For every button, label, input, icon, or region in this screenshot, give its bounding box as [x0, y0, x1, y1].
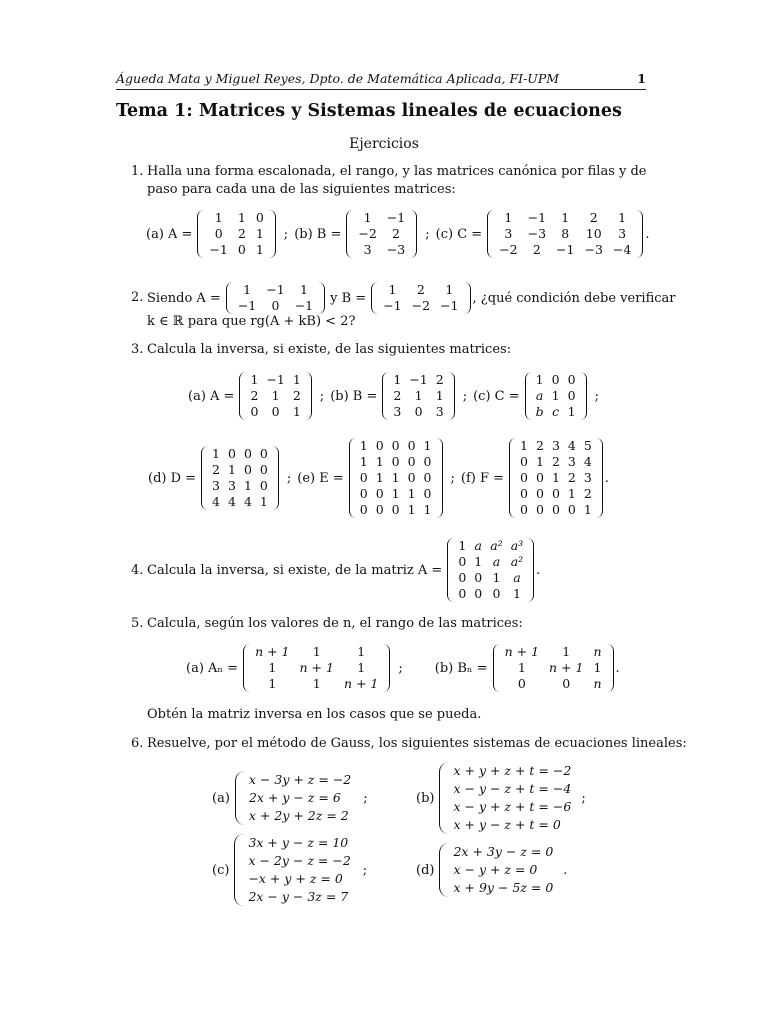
- matrix-cell: 1: [250, 372, 259, 387]
- system-6d-eqs-brace: [439, 843, 449, 897]
- matrix-cell: −1: [440, 298, 459, 313]
- exercise-6-text: Resuelve, por el método de Gauss, los siguientes sistemas de ecuaciones lineales:: [147, 736, 687, 751]
- matrix-cell: 1: [357, 660, 366, 675]
- ex3-b-label: (b) B =: [330, 388, 378, 404]
- matrix-cell: a²: [510, 554, 524, 569]
- matrix-cell: 0: [520, 486, 528, 501]
- matrix-cell: 0: [423, 486, 432, 501]
- matrix-3d: [201, 446, 279, 510]
- equation: x + 2y + 2z = 2: [248, 808, 349, 823]
- matrix-cell: 1: [375, 454, 384, 469]
- ex1-b-label: (b) B =: [294, 226, 342, 242]
- equation: x − y − z + t = −4: [453, 781, 572, 796]
- ex2-mid: y B =: [330, 290, 367, 306]
- system-6b: (b) x + y + z + t = −2 x − y − z + t = −4 x − y + z + t = −6 x + y − z + t = 0 ;: [416, 763, 586, 832]
- matrix-cell: 1: [561, 210, 570, 225]
- matrix-cell: 3: [504, 226, 513, 241]
- matrix-cell: 1: [299, 282, 308, 297]
- matrix-cell: 2: [583, 486, 592, 501]
- matrix-cell: 1: [583, 502, 592, 517]
- matrix-2a-right-paren: [318, 282, 325, 314]
- equation: x − 2y − z = −2: [248, 853, 351, 868]
- matrix-cell: −1: [386, 210, 406, 225]
- matrix-cell: 0: [520, 454, 528, 469]
- matrix-3b-left-paren: [382, 372, 389, 420]
- page-number: 1: [637, 71, 646, 86]
- matrix-cell: 0: [458, 570, 467, 585]
- matrix-cell: 2: [567, 470, 576, 485]
- matrix-cell: 4: [212, 494, 220, 509]
- matrix-cell: 1: [567, 404, 576, 419]
- matrix-cell: 3: [228, 478, 236, 493]
- matrix-cell: 1: [535, 372, 544, 387]
- matrix-cell: 0: [359, 470, 368, 485]
- matrix-cell: 0: [458, 554, 467, 569]
- matrix-cell: −1: [556, 242, 575, 257]
- matrix-cell: 0: [474, 570, 483, 585]
- matrix-cell: a²: [490, 538, 503, 553]
- ex3-a-label: (a) A =: [188, 388, 235, 404]
- matrix-cell: −3: [527, 226, 547, 241]
- matrix-cell: 0: [520, 502, 528, 517]
- matrix-1a-left-paren: [197, 210, 204, 258]
- matrix-cell: 0: [414, 404, 423, 419]
- matrix-cell: c: [552, 404, 560, 419]
- matrix-5a: [243, 644, 390, 692]
- matrix-cell: 1: [435, 388, 444, 403]
- matrix-cell: 0: [391, 502, 400, 517]
- system-6c-eqs: [234, 834, 350, 906]
- matrix-cell: 1: [423, 502, 432, 517]
- header-rule: [116, 89, 646, 90]
- matrix-cell: −1: [237, 298, 257, 313]
- matrix-cell: 0: [551, 502, 560, 517]
- matrix-cell: 0: [359, 486, 368, 501]
- matrix-cell: 3: [212, 478, 220, 493]
- matrix-cell: 0: [567, 502, 576, 517]
- ex1-a-label: (a) A =: [146, 226, 193, 242]
- matrix-cell: 1: [259, 494, 268, 509]
- matrix-cell: 1: [551, 470, 560, 485]
- ex3-e-label: (e) E =: [297, 470, 344, 486]
- matrix-cell: 0: [517, 676, 526, 691]
- system-6a-eqs-brace: [235, 771, 245, 825]
- matrix-5b-right-paren: [607, 644, 614, 692]
- matrix-cell: 4: [567, 438, 576, 453]
- matrix-cell: 0: [423, 454, 432, 469]
- matrix-cell: 1: [407, 486, 416, 501]
- matrix-cell: 3: [393, 404, 402, 419]
- matrix-3a-left-paren: [239, 372, 246, 420]
- matrix-1a-right-paren: [269, 210, 276, 258]
- matrix-cell: −2: [411, 298, 431, 313]
- matrix-cell: −1: [266, 372, 285, 387]
- matrix-cell: 1: [212, 446, 220, 461]
- matrix-cell: 3: [567, 454, 576, 469]
- matrix-1b: [346, 210, 417, 258]
- matrix-cell: 1: [593, 660, 602, 675]
- equation: x + y + z + t = −2: [453, 763, 572, 778]
- ex2-prefix: Siendo A =: [147, 290, 221, 306]
- system-6c: (c) 3x + y − z = 10 x − 2y − z = −2 −x + y + z = 0 2x − y − 3z = 7 ;: [212, 835, 368, 904]
- matrix-cell: 0: [359, 502, 368, 517]
- matrix-cell: −3: [386, 242, 406, 257]
- matrix-cell: 0: [567, 388, 576, 403]
- ex6-a-label: (a): [212, 790, 230, 806]
- system-6d-eqs: [439, 843, 553, 897]
- matrix-cell: 0: [271, 404, 280, 419]
- matrix-cell: 0: [535, 470, 544, 485]
- matrix-cell: 1: [363, 210, 372, 225]
- system-6a: (a) x − 3y + z = −2 2x + y − z = 6 x + 2y + 2z = 2 ;: [212, 772, 368, 823]
- ex3-c-label: (c) C =: [473, 388, 520, 404]
- matrix-cell: 0: [375, 486, 384, 501]
- matrix-cell: −1: [266, 282, 285, 297]
- matrix-cell: −2: [358, 226, 377, 241]
- matrix-3e: [349, 438, 443, 518]
- matrix-cell: 2: [551, 454, 560, 469]
- equation: x − y + z + t = −6: [453, 799, 572, 814]
- matrix-cell: 0: [255, 210, 264, 225]
- matrix-2b-right-paren: [464, 282, 471, 314]
- matrix-cell: 3: [583, 470, 592, 485]
- matrix-cell: −1: [209, 242, 228, 257]
- equation: 2x + 3y − z = 0: [453, 844, 554, 859]
- matrix-3b: [382, 372, 454, 420]
- matrix-cell: −2: [499, 242, 518, 257]
- matrix-cell: 2: [250, 388, 259, 403]
- matrix-cell: 1: [517, 660, 526, 675]
- matrix-cell: 1: [359, 454, 368, 469]
- matrix-cell: 1: [393, 372, 402, 387]
- matrix-cell: 3: [363, 242, 372, 257]
- matrix-cell: 1: [458, 538, 467, 553]
- exercise-4-line: Calcula la inversa, si existe, de la matriz A = 1 a a² a³ 0 1 a a² 0 0 1 a 0 0 0 1 .: [147, 538, 541, 601]
- matrix-3f-left-paren: [509, 438, 516, 518]
- exercise-1-number: 1.: [131, 164, 144, 179]
- matrix-cell: 0: [458, 586, 467, 601]
- matrix-cell: n + 1: [299, 660, 334, 675]
- matrix-cell: 0: [250, 404, 259, 419]
- matrix-cell: 1: [357, 644, 366, 659]
- system-6c-eqs-brace: [234, 834, 244, 906]
- section-subtitle: Ejercicios: [349, 136, 419, 152]
- exercise-3-row1: (a) A = 1 −1 1 2 1 2 0 0 1 ; (b) B = 1 −1 2 2 1 1 3 0 3 ; (c) C = 1 0 0 a 1 0 b c 1 ;: [188, 372, 599, 419]
- matrix-cell: 0: [551, 372, 560, 387]
- equation: x + y − z + t = 0: [453, 817, 561, 832]
- matrix-3c: [525, 372, 587, 420]
- matrix-cell: 0: [520, 470, 528, 485]
- matrix-1c-left-paren: [487, 210, 494, 258]
- matrix-cell: 0: [259, 446, 268, 461]
- matrix-cell: 1: [312, 676, 321, 691]
- equation: 2x + y − z = 6: [248, 790, 341, 805]
- system-6b-eqs-brace: [439, 762, 449, 834]
- matrix-3e-right-paren: [436, 438, 443, 518]
- matrix-cell: 1: [391, 486, 400, 501]
- ex6-d-label: (d): [416, 862, 435, 878]
- matrix-cell: 0: [535, 502, 544, 517]
- matrix-cell: 1: [243, 478, 252, 493]
- matrix-cell: 0: [375, 502, 384, 517]
- matrix-cell: −4: [612, 242, 632, 257]
- matrix-cell: 1: [388, 282, 397, 297]
- matrix-cell: 1: [391, 470, 400, 485]
- page-title: Tema 1: Matrices y Sistemas lineales de ecuaciones: [116, 101, 622, 121]
- matrix-cell: n: [593, 644, 602, 659]
- matrix-cell: 2: [435, 372, 444, 387]
- matrix-cell: 1: [445, 282, 454, 297]
- matrix-cell: −1: [527, 210, 547, 225]
- matrix-cell: 1: [474, 554, 483, 569]
- exercise-5-text: Calcula, según los valores de n, el rango de las matrices:: [147, 616, 523, 631]
- matrix-cell: 1: [618, 210, 627, 225]
- matrix-cell: 2: [237, 226, 246, 241]
- matrix-cell: 2: [212, 462, 220, 477]
- ex5-b-label: (b) Bₙ =: [434, 660, 488, 676]
- matrix-cell: 1: [268, 660, 277, 675]
- matrix-cell: 2: [392, 226, 400, 241]
- matrix-cell: −1: [294, 298, 314, 313]
- matrix-cell: n + 1: [343, 676, 379, 691]
- matrix-cell: 0: [243, 462, 252, 477]
- exercise-2-line: [147, 280, 676, 316]
- matrix-3b-right-paren: [448, 372, 455, 420]
- matrix-cell: 3: [551, 438, 560, 453]
- matrix-cell: 0: [407, 470, 416, 485]
- matrix-cell: 0: [567, 372, 576, 387]
- matrix-cell: n + 1: [504, 644, 540, 659]
- matrix-1a: [197, 210, 275, 258]
- matrix-cell: 0: [535, 486, 544, 501]
- matrix-cell: 2: [589, 210, 598, 225]
- matrix-cell: 1: [237, 210, 246, 225]
- matrix-cell: 8: [561, 226, 570, 241]
- matrix-cell: 1: [492, 570, 501, 585]
- matrix-cell: 1: [255, 242, 264, 257]
- matrix-5a-right-paren: [383, 644, 390, 692]
- matrix-cell: −1: [383, 298, 402, 313]
- exercise-1-text: Halla una forma escalonada, el rango, y las matrices canónica por filas y de paso para cada una de las siguientes matrices:: [147, 164, 647, 197]
- exercise-5-matrices: (a) Aₙ = n + 1 1 1 1 n + 1 1 1 1 n + 1 ; (b) Bₙ = n + 1 1 n 1 n + 1 1 0 0 n .: [186, 644, 620, 691]
- matrix-cell: 0: [375, 438, 384, 453]
- exercise-3-text: Calcula la inversa, si existe, de las siguientes matrices:: [147, 342, 512, 357]
- matrix-cell: 0: [492, 586, 501, 601]
- matrix-3a-right-paren: [305, 372, 312, 420]
- equation: 3x + y − z = 10: [248, 835, 349, 850]
- exercise-3-number: 3.: [131, 342, 144, 357]
- matrix-2b: [371, 282, 470, 314]
- ex4-text: Calcula la inversa, si existe, de la matriz A =: [147, 562, 443, 578]
- matrix-1c-right-paren: [636, 210, 643, 258]
- matrix-cell: 1: [292, 404, 301, 419]
- matrix-2a-left-paren: [226, 282, 233, 314]
- matrix-cell: 1: [312, 644, 321, 659]
- ex6-c-label: (c): [212, 862, 230, 878]
- matrix-cell: 2: [535, 438, 544, 453]
- matrix-3a: [239, 372, 311, 420]
- matrix-5b-left-paren: [493, 644, 500, 692]
- matrix-3e-left-paren: [349, 438, 356, 518]
- exercise-2-number: 2.: [131, 290, 144, 305]
- exercise-1-matrices: (a) A = 1 1 0 0 2 1 −1 0 1 ; (b) B = 1 −1 −2 2 3 −3 ; (c) C = 1 −1 1 2 1 3 −3 8 10 3 −2 2 −1 −3 −4 .: [146, 210, 650, 257]
- matrix-cell: 0: [562, 676, 571, 691]
- matrix-cell: 0: [551, 486, 560, 501]
- running-head: [116, 71, 646, 86]
- ex2-suffix: , ¿qué condición debe verificar: [472, 290, 676, 306]
- matrix-cell: 1: [268, 676, 277, 691]
- matrix-3d-right-paren: [272, 446, 279, 510]
- matrix-cell: 10: [585, 226, 602, 241]
- ex3-f-label: (f) F =: [460, 470, 505, 486]
- matrix-cell: 1: [228, 462, 236, 477]
- matrix-cell: 0: [237, 242, 246, 257]
- matrix-5b: [493, 644, 614, 692]
- matrix-cell: 1: [414, 388, 423, 403]
- matrix-cell: 1: [562, 644, 571, 659]
- matrix-cell: 0: [474, 586, 483, 601]
- matrix-cell: 0: [243, 446, 252, 461]
- matrix-cell: 0: [214, 226, 223, 241]
- exercise-5-number: 5.: [131, 616, 144, 631]
- matrix-cell: 0: [423, 470, 432, 485]
- running-head-text: Águeda Mata y Miguel Reyes, Dpto. de Matemática Aplicada, FI-UPM: [116, 71, 560, 86]
- matrix-cell: n + 1: [255, 644, 290, 659]
- equation: x + 9y − 5z = 0: [453, 880, 554, 895]
- matrix-cell: 1: [214, 210, 223, 225]
- ex1-c-label: (c) C =: [435, 226, 483, 242]
- matrix-2b-left-paren: [371, 282, 378, 314]
- matrix-cell: 0: [271, 298, 280, 313]
- matrix-cell: 0: [407, 454, 416, 469]
- equation: x − y + z = 0: [453, 862, 538, 877]
- matrix-cell: 1: [292, 372, 301, 387]
- matrix-cell: 1: [407, 502, 416, 517]
- matrix-cell: n + 1: [549, 660, 584, 675]
- matrix-cell: 1: [375, 470, 384, 485]
- system-6b-eqs: [439, 762, 571, 834]
- matrix-cell: 1: [520, 438, 528, 453]
- matrix-cell: a: [492, 554, 501, 569]
- matrix-cell: 4: [243, 494, 252, 509]
- matrix-cell: −3: [584, 242, 603, 257]
- ex5-a-label: (a) Aₙ =: [186, 660, 239, 676]
- matrix-cell: 1: [504, 210, 513, 225]
- matrix-2a: [226, 282, 325, 314]
- matrix-cell: 0: [228, 446, 236, 461]
- matrix-cell: b: [535, 404, 544, 419]
- matrix-1b-right-paren: [410, 210, 417, 258]
- matrix-1b-left-paren: [346, 210, 353, 258]
- matrix-cell: a: [513, 570, 521, 585]
- matrix-3f-right-paren: [596, 438, 603, 518]
- matrix-cell: 1: [551, 388, 560, 403]
- equation: −x + y + z = 0: [248, 871, 343, 886]
- matrix-3c-left-paren: [525, 372, 532, 420]
- matrix-3d-left-paren: [201, 446, 208, 510]
- matrix-cell: 1: [567, 486, 576, 501]
- matrix-cell: a: [474, 538, 482, 553]
- matrix-4a: [447, 538, 534, 602]
- ex3-d-label: (d) D =: [148, 470, 197, 486]
- matrix-cell: −1: [409, 372, 428, 387]
- matrix-4a-right-paren: [527, 538, 534, 602]
- equation: x − 3y + z = −2: [248, 772, 352, 787]
- matrix-4a-left-paren: [447, 538, 454, 602]
- exercise-6-number: 6.: [131, 736, 144, 751]
- matrix-cell: 0: [407, 438, 416, 453]
- matrix-cell: 1: [423, 438, 432, 453]
- matrix-cell: 5: [583, 438, 592, 453]
- equation: 2x − y − 3z = 7: [248, 889, 349, 904]
- matrix-1c: [487, 210, 643, 258]
- matrix-cell: 0: [259, 478, 268, 493]
- matrix-cell: 1: [512, 586, 521, 601]
- matrix-cell: 4: [583, 454, 592, 469]
- matrix-cell: 4: [228, 494, 236, 509]
- exercise-5-note: Obtén la matriz inversa en los casos que se pueda.: [147, 707, 482, 722]
- matrix-cell: 2: [532, 242, 541, 257]
- matrix-cell: a: [535, 388, 544, 403]
- matrix-cell: 2: [292, 388, 301, 403]
- exercise-4-number: 4.: [131, 563, 144, 578]
- matrix-cell: n: [593, 676, 602, 691]
- matrix-cell: 3: [618, 226, 627, 241]
- system-6d: (d) 2x + 3y − z = 0 x − y + z = 0 x + 9y − 5z = 0 .: [416, 844, 568, 895]
- matrix-cell: 2: [393, 388, 402, 403]
- matrix-cell: 1: [535, 454, 544, 469]
- matrix-3f: [509, 438, 603, 518]
- matrix-cell: 0: [391, 438, 400, 453]
- ex6-b-label: (b): [416, 790, 435, 806]
- matrix-cell: 3: [435, 404, 444, 419]
- system-6a-eqs: [235, 771, 351, 825]
- exercise-2-line2: k ∈ ℝ para que rg(A + kB) < 2?: [147, 314, 356, 329]
- matrix-cell: 1: [359, 438, 368, 453]
- matrix-cell: 1: [243, 282, 252, 297]
- matrix-3c-right-paren: [580, 372, 587, 420]
- matrix-5a-left-paren: [243, 644, 250, 692]
- matrix-cell: 2: [416, 282, 425, 297]
- matrix-cell: 1: [271, 388, 280, 403]
- matrix-cell: 1: [255, 226, 264, 241]
- matrix-cell: a³: [510, 538, 524, 553]
- matrix-cell: 0: [391, 454, 400, 469]
- matrix-cell: 0: [259, 462, 268, 477]
- exercise-3-row2: (d) D = 1 0 0 0 2 1 0 0 3 3 1 0 4 4 4 1 ; (e) E = 1 0 0 0 1 1 1 0 0 0 0 1 1 0 0 0 0 1 1 0 0 0 0 1 1 ; (f) F = 1 2 3 4 5 0 1 2 3 4 0 0 1 2 3 0 0 0 1 2 0 0 0 0 1 .: [148, 438, 609, 517]
